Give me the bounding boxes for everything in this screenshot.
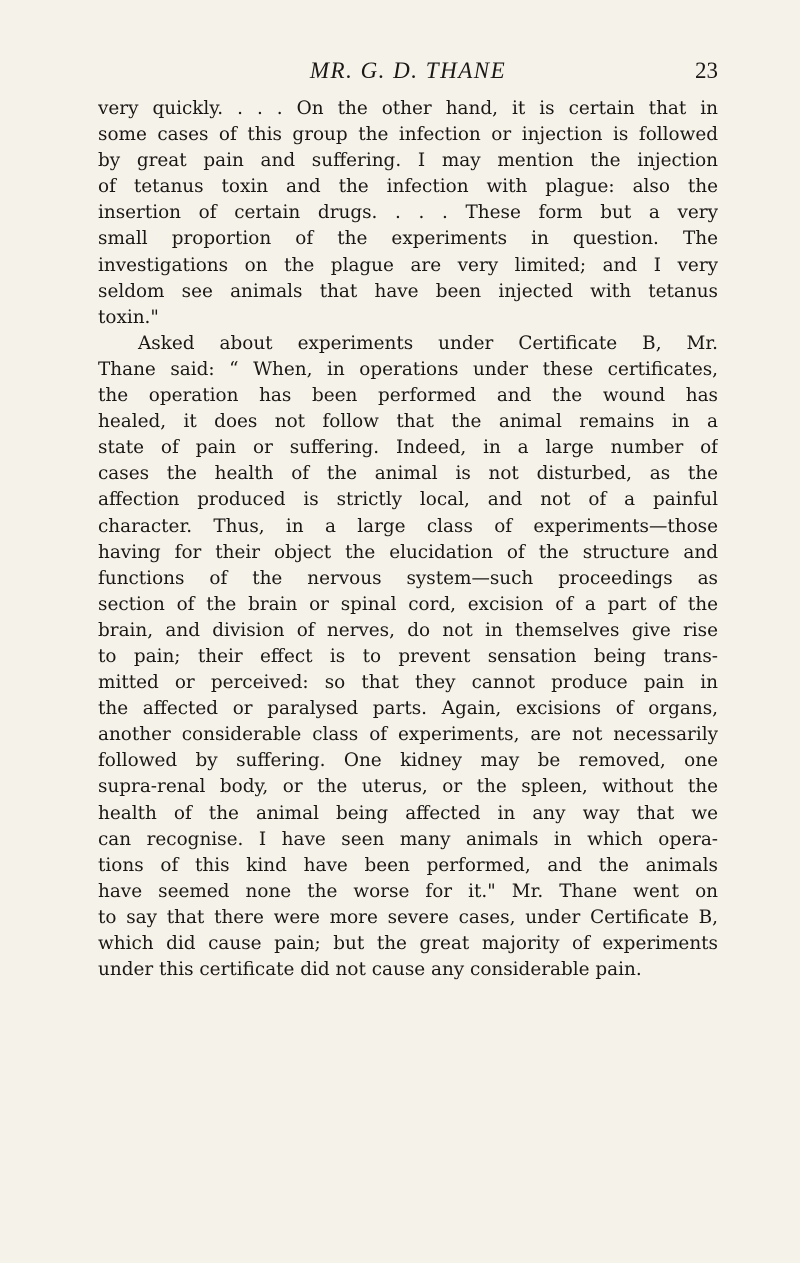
text-line: health of the animal being affected in any way that we [98, 802, 718, 824]
text-line: Thane said: “ When, in operations under these certificates, [98, 358, 718, 380]
text-line: followed by suffering. One kidney may be removed, one [98, 750, 718, 772]
text-line: supra-renal body, or the uterus, or the spleen, without the [98, 776, 718, 798]
text-line: investigations on the plague are very limited; and I very [98, 254, 718, 276]
text-line: of tetanus toxin and the infection with plague: also the [98, 176, 718, 198]
text-line: very quickly. . . . On the other hand, it is certain that in [98, 98, 718, 119]
text-line: tions of this kind have been performed, and the animals [98, 854, 718, 876]
text-line: which did cause pain; but the great majority of experiments [98, 933, 718, 954]
text-line: mitted or perceived: so that they cannot produce pain in [98, 672, 718, 694]
text-line: insertion of certain drugs. . . . These form but a very [98, 202, 718, 224]
text-line: to pain; their effect is to prevent sensation being trans- [98, 645, 718, 667]
text-line: can recognise. I have seen many animals in which opera- [98, 828, 718, 850]
text-line: state of pain or suffering. Indeed, in a large number of [98, 437, 718, 459]
text-line: have seemed none the worse for it." Mr. Thane went on [98, 880, 718, 902]
text-line: another considerable class of experiments, are not necessarily [98, 724, 718, 746]
page-number: 23 [695, 58, 718, 83]
text-line: healed, it does not follow that the animal remains in a [98, 411, 718, 433]
text-line: small proportion of the experiments in question. The [98, 228, 718, 250]
text-line: under this certificate did not cause any considerable pain. [98, 959, 642, 981]
text-line: having for their object the elucidation of the structure and [98, 541, 718, 563]
text-line: affection produced is strictly local, and not of a painful [98, 489, 718, 511]
running-head: MR. G. D. THANE [309, 58, 507, 83]
text-line: the affected or paralysed parts. Again, excisions of organs, [98, 698, 718, 720]
text-line: to say that there were more severe cases, under Certificate B, [98, 906, 718, 928]
text-line: brain, and division of nerves, do not in themselves give rise [98, 619, 718, 641]
text-line: functions of the nervous system—such proceedings as [98, 567, 718, 589]
text-line: the operation has been performed and the wound has [98, 385, 718, 407]
page-header [98, 58, 718, 90]
body-text [98, 96, 718, 983]
text-line: character. Thus, in a large class of experiments—those [98, 515, 718, 537]
text-line: toxin." [98, 306, 159, 328]
text-line: by great pain and suffering. I may mention the injection [98, 150, 718, 172]
text-line: section of the brain or spinal cord, excision of a part of the [98, 593, 718, 615]
text-line: Asked about experiments under Certificate B, Mr. [138, 332, 718, 354]
text-line: seldom see animals that have been injected with tetanus [98, 280, 718, 302]
text-line: cases the health of the animal is not disturbed, as the [98, 463, 718, 485]
text-line: some cases of this group the infection or injection is followed [98, 124, 718, 146]
